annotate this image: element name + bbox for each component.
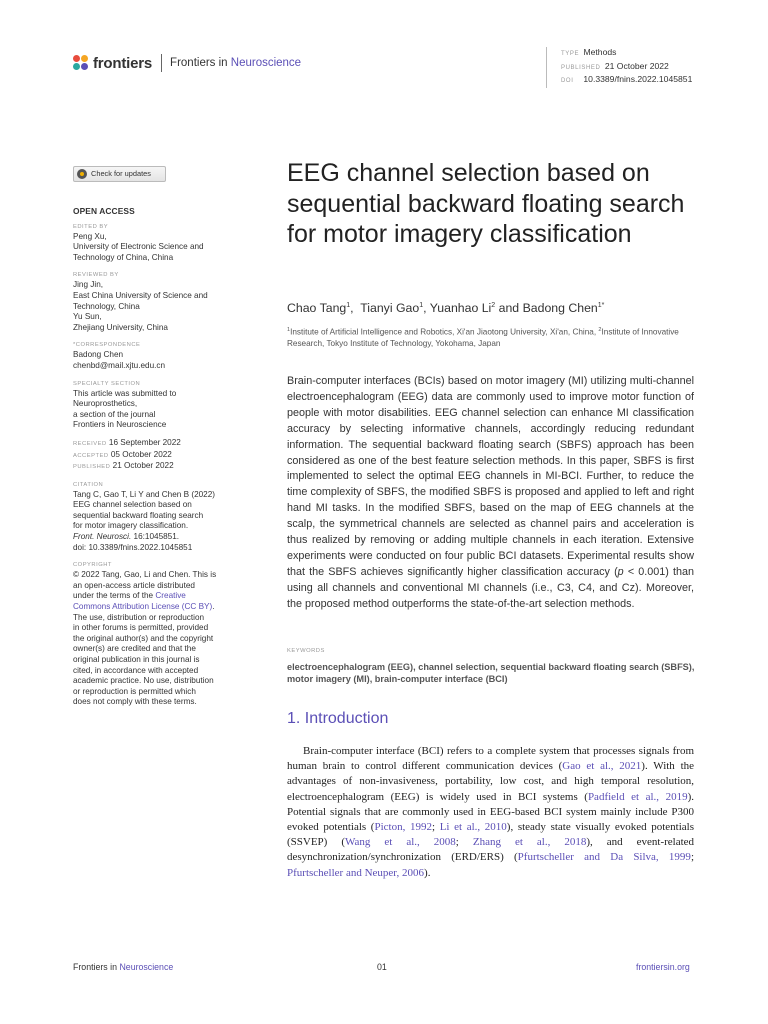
reviewed-by: Jing Jin, East China University of Science and Technology, China Yu Sun, Zhejiang University, China — [73, 280, 208, 332]
meta-doi: DOI 10.3389/fnins.2022.1045851 — [561, 74, 693, 84]
copyright: © 2022 Tang, Gao, Li and Chen. This is an open-access article distributed under the terms of the Creative Commons Attribution License (CC BY). The use, distribution or reproduction in other forums is permitted, provided the original author(s) and the copyright owner(s) are credited and that the original publication in this journal is cited, in accordance with accepted academic practice. No use, distribution or reproduction is permitted which does not comply with these terms. — [73, 570, 217, 707]
header-divider — [161, 54, 162, 72]
specialty-section-label: SPECIALTY SECTION — [73, 380, 141, 387]
copyright-label: COPYRIGHT — [73, 562, 112, 569]
section-heading-introduction: 1. Introduction — [287, 710, 389, 727]
author[interactable]: Tianyi Gao$^1$ — [360, 301, 424, 315]
check-for-updates-button[interactable]: Check for updates — [73, 166, 166, 182]
article-meta — [546, 47, 692, 88]
citation-link[interactable]: Zhang et al., 2018 — [472, 836, 587, 849]
cc-license-link-cont[interactable]: Commons Attribution License (CC BY) — [73, 602, 213, 612]
citation-link[interactable]: Padfield et al., 2019 — [587, 790, 688, 803]
journal-name[interactable]: Frontiers in Neuroscience — [170, 57, 302, 69]
abstract: Brain-computer interfaces (BCIs) based on motor imagery (MI) utilizing multi-channel electroencephalogram (EEG) data are commonly used to improve motor function of people with motor disabilities. EEG channel selection can enhance MI classification accuracy by selecting informative channels, accordingly reducing redundant information. The sequential backward floating search (SBFS) approach has been considered as one of the best feature selection methods. In this paper, SBFS is first implemented to select the optimal EEG channels in MI-BCI. Further, to reduce the time complexity of SBFS, the modified SBFS is proposed and applied to left and right hand MI tasks. In the modified SBFS, based on the map of EEG channels at the scalp, the symmetrical channels are selected as channel pairs and acceleration is thus realized by removing or adding multiple channels in each iteration. Extensive experiments were conducted on four public BCI datasets. Experimental results show that the SBFS achieves significantly higher classification accuracy (p < 0.001) than using all channels and conventional MI channels (i.e., C3, C4, and Cz). Moreover, the proposed method outperforms the state-of-the-art selection methods. — [287, 375, 694, 610]
update-icon — [77, 169, 87, 179]
frontiers-logo-icon — [73, 55, 89, 71]
article-title: EEG channel selection based on sequential backward floating search for motor imagery classification — [287, 159, 685, 248]
correspondence: Badong Chen chenbd@mail.xjtu.edu.cn — [73, 350, 243, 371]
affiliations: $^1$Institute of Artificial Intelligence and Robotics, Xi'an Jiaotong University, Xi'an, China, $^2$Institute of Innovative Research, Tokyo Institute of Technology, Yokohama, Japan — [287, 327, 679, 349]
citation-doi[interactable]: doi: 10.3389/fnins.2022.1045851 — [73, 542, 193, 552]
journal-header — [73, 54, 301, 72]
edited-by-label: EDITED BY — [73, 223, 109, 230]
citation-link[interactable]: Pfurtscheller and Neuper, 2006 — [287, 866, 425, 879]
citation: Tang C, Gao T, Li Y and Chen B (2022) EEG channel selection based on sequential backward floating search for motor imagery classification. Front. Neurosci. 16:1045851. doi: 10.3389/fnins.2022.1045851 — [73, 490, 243, 554]
citation-link[interactable]: Picton, 1992 — [374, 821, 432, 834]
introduction-paragraph: Brain-computer interface (BCI) refers to a complete system that processes signals from human brain to control different communication devices (Gao et al., 2021). With the advantages of non-invasiveness, portability, low cost, and high temporal resolution, electroencephalogram (EEG) is widely used in BCI systems (Padfield et al., 2019). Potential signals that are commonly used in EEG-based BCI system mainly include P300 evoked potentials (Picton, 1992; Li et al., 2010), steady state visually evoked potentials (SSVEP) (Wang et al., 2008; Zhang et al., 2018), and event-related desynchronization/synchronization (ERD/ERS) (Pfurtscheller and Da Silva, 1999; Pfurtscheller and Neuper, 2006). — [287, 745, 695, 879]
citation-link[interactable]: Li et al., 2010 — [439, 821, 507, 834]
cc-license-link[interactable]: Creative — [155, 591, 186, 601]
footer-journal[interactable]: Frontiers in Neuroscience — [73, 962, 174, 972]
correspondence-label: *CORRESPONDENCE — [73, 342, 141, 349]
correspondence-email[interactable]: chenbd@mail.xjtu.edu.cn — [73, 360, 166, 370]
page-number: 01 — [377, 962, 387, 972]
open-access-label: OPEN ACCESS — [73, 206, 135, 216]
author-list: Chao Tang$^1$, Tianyi Gao$^1$, Yuanhao Li$^2$ and Badong Chen$^{1*}$ — [287, 301, 605, 315]
author[interactable]: Chao Tang$^1$ — [287, 301, 351, 315]
meta-published: PUBLISHED 21 October 2022 — [561, 60, 669, 71]
author[interactable]: Yuanhao Li$^2$ — [429, 301, 496, 315]
keywords: electroencephalogram (EEG), channel selection, sequential backward floating search (SBFS), motor imagery (MI), brain-computer interface (BCI) — [287, 662, 695, 685]
author[interactable]: Badong Chen$^{1*}$ — [522, 301, 605, 315]
specialty-section: This article was submitted to Neuroprosthetics, a section of the journal Frontiers in Neuroscience — [73, 388, 177, 430]
keywords-label: KEYWORDS — [287, 648, 325, 654]
reviewed-by-label: REVIEWED BY — [73, 272, 119, 279]
meta-type: TYPE Methods — [561, 47, 617, 57]
logo-wordmark[interactable]: frontiers — [93, 54, 153, 72]
citation-link[interactable]: Gao et al., 2021 — [562, 760, 642, 773]
article-dates: RECEIVED 16 September 2022 ACCEPTED 05 October 2022 PUBLISHED 21 October 2022 — [73, 437, 181, 471]
footer-site-link[interactable]: frontiersin.org — [636, 962, 690, 972]
edited-by: Peng Xu, University of Electronic Science and Technology of China, China — [73, 231, 204, 262]
citation-link[interactable]: Wang et al., 2008 — [345, 836, 456, 849]
article-sidebar — [73, 166, 243, 708]
citation-label: CITATION — [73, 481, 104, 488]
citation-link[interactable]: Pfurtscheller and Da Silva, 1999 — [517, 851, 691, 864]
